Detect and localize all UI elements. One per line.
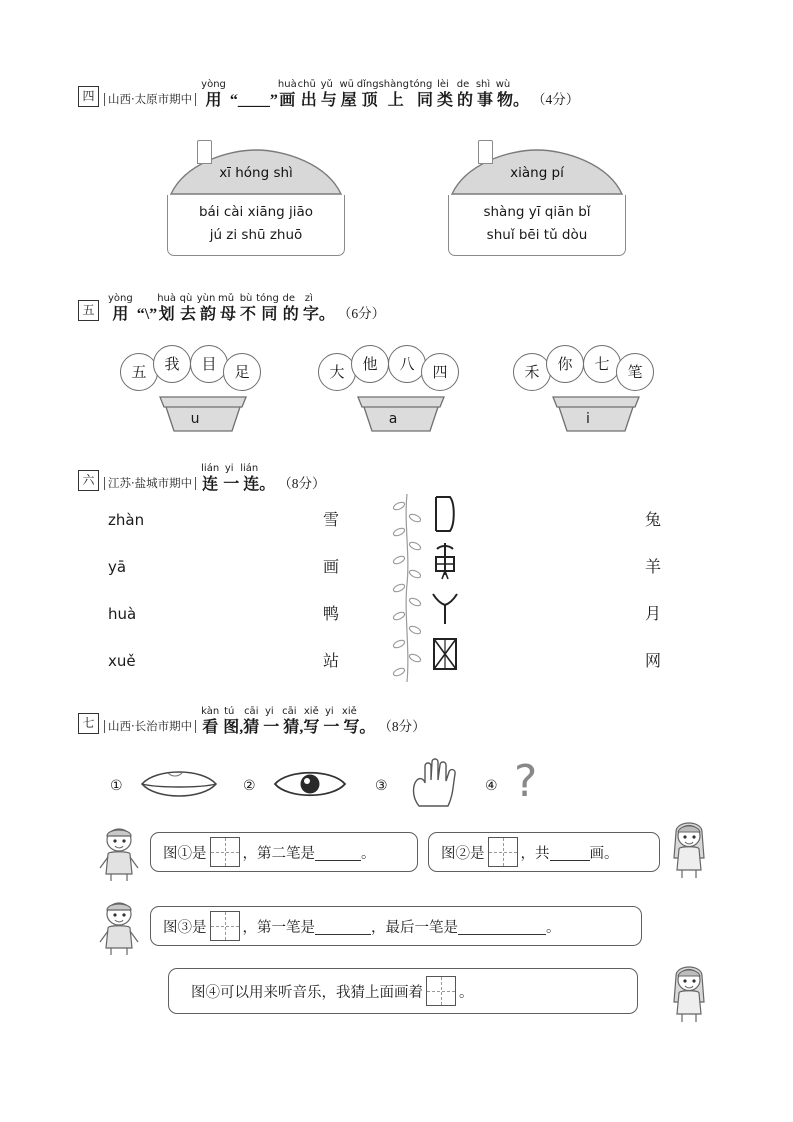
oracle-brush-icon[interactable] bbox=[428, 541, 462, 588]
section-five bbox=[78, 292, 718, 324]
bubble-text-after: 。 bbox=[459, 984, 474, 1001]
section-four-header bbox=[78, 78, 718, 110]
section-six-source: 江苏·盐城市期中 bbox=[104, 477, 196, 490]
petal-group-1 bbox=[120, 345, 270, 391]
mouth-icon bbox=[138, 764, 220, 809]
petal[interactable]: 四 bbox=[421, 353, 459, 391]
pinyin: bù bbox=[239, 293, 253, 304]
section-six bbox=[78, 462, 718, 494]
match-item[interactable]: 兔 bbox=[645, 512, 662, 529]
house-row: bái cài xiāng jiāo bbox=[198, 204, 314, 220]
oracle-sheep-icon[interactable] bbox=[428, 588, 462, 635]
chimney-icon bbox=[197, 140, 212, 164]
section-six-header bbox=[78, 462, 718, 494]
pinyin: tóng bbox=[409, 79, 433, 90]
pinyin: tóng bbox=[256, 293, 279, 304]
answer-bubble-3[interactable] bbox=[150, 906, 642, 946]
house-card-1 bbox=[167, 148, 345, 256]
petal[interactable]: 你 bbox=[546, 345, 584, 383]
mascot-girl-1 bbox=[666, 818, 712, 885]
pinyin: cāi bbox=[244, 706, 259, 717]
petal[interactable]: 五 bbox=[120, 353, 158, 391]
house-row: shuǐ bēi tǔ dòu bbox=[486, 227, 588, 243]
pinyin: kàn bbox=[201, 706, 220, 717]
house-roof-1 bbox=[167, 148, 345, 196]
petal-group-2 bbox=[318, 345, 468, 391]
bubble-text-after: 。 bbox=[361, 845, 376, 862]
bubble-text-after: 。 bbox=[546, 919, 561, 936]
match-item[interactable]: 雪 bbox=[323, 512, 340, 529]
pinyin: dǐng bbox=[356, 79, 379, 90]
bubble-text-mid2: ，最后一笔是 bbox=[371, 919, 458, 936]
house-card-2 bbox=[448, 148, 626, 256]
pinyin: qù bbox=[179, 293, 193, 304]
section-five-number: 五 bbox=[78, 300, 99, 321]
section-six-title: lián 连 yi 一 lián 连 。 bbox=[201, 463, 276, 493]
answer-blank[interactable] bbox=[550, 843, 590, 861]
bubble-text-mid: ，第二笔是 bbox=[242, 845, 315, 862]
match-item[interactable]: huà bbox=[108, 605, 137, 623]
pinyin: yùn bbox=[196, 293, 216, 304]
bubble-text-before: 图②是 bbox=[441, 845, 485, 862]
tianzige-box[interactable] bbox=[426, 976, 456, 1006]
mascot-boy-1 bbox=[96, 824, 142, 887]
house-row: jú zi shū zhuō bbox=[209, 227, 303, 243]
section-five-header bbox=[78, 292, 718, 324]
question-mark-icon: ? bbox=[514, 756, 538, 807]
match-item[interactable]: yā bbox=[108, 558, 127, 576]
flower-pot-1 bbox=[120, 345, 270, 433]
pinyin: zì bbox=[304, 293, 313, 304]
bubble-text-mid: ，共 bbox=[520, 845, 550, 862]
pinyin: yi bbox=[224, 463, 234, 474]
pinyin: de bbox=[282, 293, 296, 304]
picture-index-3: ③ bbox=[375, 778, 388, 794]
petal[interactable]: 目 bbox=[190, 345, 228, 383]
pinyin: huà bbox=[277, 79, 297, 90]
oracle-net-icon[interactable] bbox=[428, 635, 462, 682]
section-seven-title: kàn 看 tú 图 , cāi 猜 yi 一 cāi 猜 , xiě 写 yi 一 xiě 写 。 bbox=[201, 706, 376, 736]
pinyin: shàng bbox=[378, 79, 409, 90]
flower-pot-2 bbox=[318, 345, 468, 433]
mascot-boy-2 bbox=[96, 898, 142, 961]
chimney-icon bbox=[478, 140, 493, 164]
picture-index-4: ④ bbox=[485, 778, 498, 794]
pinyin: mǔ bbox=[217, 293, 235, 304]
petal[interactable]: 禾 bbox=[513, 353, 551, 391]
pot-2 bbox=[356, 395, 430, 433]
bubble-text-before: 图③是 bbox=[163, 919, 207, 936]
petal[interactable]: 大 bbox=[318, 353, 356, 391]
pinyin: cāi bbox=[282, 706, 297, 717]
vine-decoration bbox=[392, 494, 422, 689]
match-item[interactable]: 月 bbox=[645, 606, 662, 623]
match-column-pinyin bbox=[108, 497, 144, 685]
hand-icon bbox=[405, 754, 467, 815]
match-column-hanzi bbox=[323, 497, 339, 685]
petal[interactable]: 八 bbox=[388, 345, 426, 383]
bubble-text-before: 图①是 bbox=[163, 845, 207, 862]
section-four-number: 四 bbox=[78, 86, 99, 107]
petal[interactable]: 我 bbox=[153, 345, 191, 383]
match-item[interactable]: 站 bbox=[323, 653, 340, 670]
pinyin: lèi bbox=[437, 79, 449, 90]
answer-blank[interactable] bbox=[458, 917, 546, 935]
pinyin: yòng bbox=[201, 79, 226, 90]
pinyin: lián bbox=[240, 463, 259, 474]
bubble-text-before: 图④可以用来听音乐，我猜上面画着 bbox=[191, 984, 423, 1001]
match-column-right bbox=[645, 497, 661, 685]
pinyin: de bbox=[456, 79, 470, 90]
tianzige-box[interactable] bbox=[210, 837, 240, 867]
pinyin: yòng bbox=[108, 293, 133, 304]
pinyin: chū bbox=[297, 79, 316, 90]
pinyin: shì bbox=[475, 79, 491, 90]
pot-letter: u bbox=[190, 411, 200, 427]
petal[interactable]: 他 bbox=[351, 345, 389, 383]
bubble-text-after: 画。 bbox=[589, 845, 619, 862]
pinyin: huà bbox=[157, 293, 176, 304]
house-roof-label-1: xī hóng shì bbox=[219, 165, 293, 181]
answer-blank[interactable] bbox=[315, 917, 371, 935]
house-body-2 bbox=[448, 195, 626, 256]
match-item[interactable]: 网 bbox=[645, 653, 662, 670]
pinyin: tú bbox=[224, 706, 235, 717]
match-item[interactable]: 鸭 bbox=[323, 606, 340, 623]
section-five-title: yòng 用 “\” huà 划 qù 去 yùn 韵 mǔ 母 bù 不 tóng 同 de 的 zì 字 。 bbox=[108, 293, 335, 323]
petal[interactable]: 笔 bbox=[616, 353, 654, 391]
match-item[interactable]: zhàn bbox=[108, 511, 145, 529]
section-seven bbox=[78, 705, 718, 737]
bubble-text-mid: ，第一笔是 bbox=[242, 919, 315, 936]
section-five-score: （6分） bbox=[337, 306, 386, 321]
pot-3 bbox=[551, 395, 625, 433]
eye-icon bbox=[272, 766, 348, 807]
oracle-column bbox=[428, 494, 462, 682]
flower-pot-3 bbox=[513, 345, 663, 433]
match-item[interactable]: 羊 bbox=[645, 559, 662, 576]
section-seven-source: 山西·长治市期中 bbox=[104, 720, 196, 733]
pinyin: yi bbox=[324, 706, 334, 717]
pinyin: yi bbox=[264, 706, 274, 717]
answer-bubble-2[interactable] bbox=[428, 832, 660, 872]
section-four-source: 山西·太原市期中 bbox=[104, 93, 196, 106]
section-four-score: （4分） bbox=[532, 92, 580, 107]
house-roof-2 bbox=[448, 148, 626, 196]
pinyin: wù bbox=[495, 79, 511, 90]
mascot-girl-2 bbox=[666, 962, 712, 1029]
section-six-number: 六 bbox=[78, 470, 99, 491]
house-body-1 bbox=[167, 195, 345, 256]
pot-1 bbox=[158, 395, 232, 433]
pot-letter: i bbox=[586, 411, 590, 427]
section-seven-header bbox=[78, 705, 718, 737]
petal[interactable]: 足 bbox=[223, 353, 261, 391]
section-seven-score: （8分） bbox=[378, 719, 426, 734]
pinyin: wū bbox=[339, 79, 354, 90]
pinyin: xiě bbox=[303, 706, 319, 717]
pot-letter: a bbox=[388, 411, 398, 427]
match-item[interactable]: xuě bbox=[108, 652, 136, 670]
pinyin: xiě bbox=[341, 706, 357, 717]
section-four-title: yòng 用 “____” huà 画 chū 出 yǔ 与 wū 屋 dǐng 顶 shàng 上 tóng 同 lèi 类 de 的 shì 事 wù 物 。 bbox=[201, 79, 530, 109]
section-seven-number: 七 bbox=[78, 713, 99, 734]
house-row: shàng yī qiān bǐ bbox=[483, 204, 591, 220]
pinyin: yǔ bbox=[320, 79, 333, 90]
answer-bubble-1[interactable] bbox=[150, 832, 418, 872]
answer-blank[interactable] bbox=[315, 843, 361, 861]
picture-index-2: ② bbox=[243, 778, 256, 794]
picture-index-1: ① bbox=[110, 778, 123, 794]
section-four bbox=[78, 78, 718, 110]
house-roof-label-2: xiàng pí bbox=[510, 165, 564, 181]
answer-bubble-4[interactable] bbox=[168, 968, 638, 1014]
oracle-door-icon[interactable] bbox=[428, 494, 462, 541]
section-six-score: （8分） bbox=[278, 476, 326, 491]
pinyin: lián bbox=[201, 463, 220, 474]
match-item[interactable]: 画 bbox=[323, 559, 340, 576]
petal-group-3 bbox=[513, 345, 663, 391]
tianzige-box[interactable] bbox=[488, 837, 518, 867]
petal[interactable]: 七 bbox=[583, 345, 621, 383]
tianzige-box[interactable] bbox=[210, 911, 240, 941]
